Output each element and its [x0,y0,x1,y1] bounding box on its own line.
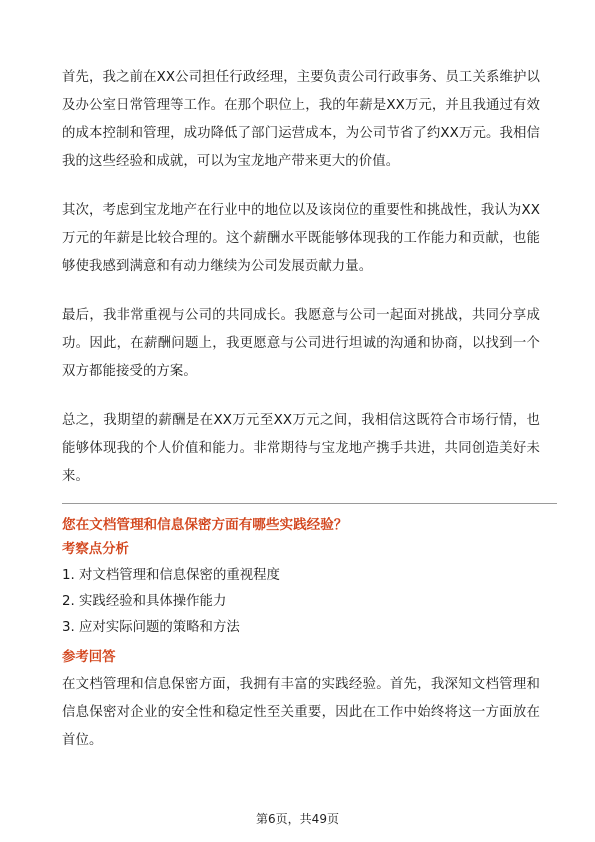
answer-text: 在文档管理和信息保密方面，我拥有丰富的实践经验。首先，我深知文档管理和信息保密对企业的安全性和稳定性至关重要，因此在工作中始终将这一方面放在首位。 [62,677,540,748]
analysis-item: 1. 对文档管理和信息保密的重视程度 [62,568,280,583]
question-heading: 您在文档管理和信息保密方面有哪些实践经验？ [62,517,348,533]
answer-heading: 参考回答 [62,650,116,665]
analysis-item: 3. 应对实际问题的策略和方法 [62,620,240,635]
paragraph-4: 总之，我期望的薪酬是在XX万元至XX万元之间，我相信这既符合市场行情，也能够体现我的个人价值和能力。非常期待与宝龙地产携手共进，共同创造美好未来。 [62,413,540,484]
paragraph-3: 最后，我非常重视与公司的共同成长。我愿意与公司一起面对挑战，共同分享成功。因此，在薪酬问题上，我更愿意与公司进行坦诚的沟通和协商，以找到一个双方都能接受的方案。 [62,308,540,379]
analysis-heading: 考察点分析 [62,542,129,557]
paragraph-2: 其次，考虑到宝龙地产在行业中的地位以及该岗位的重要性和挑战性，我认为XX万元的年薪是比较合理的。这个薪酬水平既能够体现我的工作能力和贡献，也能够使我感到满意和有动力继续为公司发展贡献力量。 [62,203,540,274]
page-number-footer: 第6页，共49页 [256,812,339,826]
analysis-item: 2. 实践经验和具体操作能力 [62,594,227,609]
analysis-list [62,563,540,641]
page-content [62,64,540,755]
paragraph-1: 首先，我之前在XX公司担任行政经理，主要负责公司行政事务、员工关系维护以及办公室日常管理等工作。在那个职位上，我的年薪是XX万元，并且我通过有效的成本控制和管理，成功降低了部门运营成本，为公司节省了约XX万元。我相信我的这些经验和成就，可以为宝龙地产带来更大的价值。 [62,70,540,169]
section-divider [62,503,557,504]
